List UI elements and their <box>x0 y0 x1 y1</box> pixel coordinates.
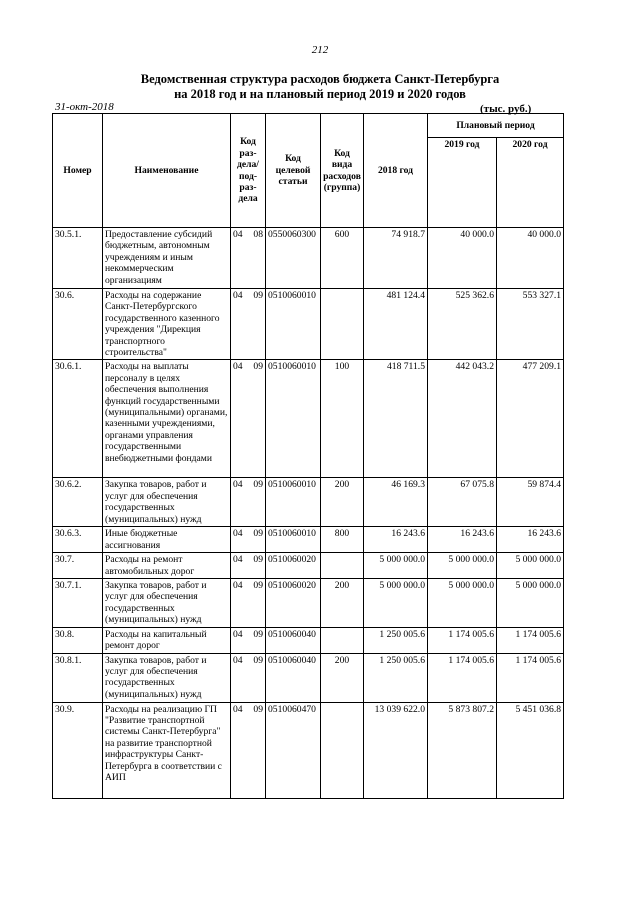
row-2018-value: 46 169.3 <box>364 478 428 527</box>
header-2018: 2018 год <box>364 114 428 228</box>
section-code: 04 <box>233 580 243 592</box>
row-2018-value: 481 124.4 <box>364 289 428 360</box>
section-code: 04 <box>233 703 243 715</box>
row-2019-value: 1 174 005.6 <box>428 653 497 702</box>
row-section-code <box>231 289 266 360</box>
page-number: 212 <box>311 44 329 56</box>
table-row <box>53 653 564 702</box>
table-body <box>53 228 564 799</box>
table-row <box>53 527 564 553</box>
header-number: Номер <box>53 114 103 228</box>
title-line-1: Ведомственная структура расходов бюджета Санкт-Петербурга <box>140 72 500 86</box>
row-target-code: 0550060300 <box>266 228 321 289</box>
row-2020-value: 16 243.6 <box>497 527 564 553</box>
row-section-code <box>231 527 266 553</box>
row-section-code <box>231 653 266 702</box>
subsection-code: 09 <box>253 528 263 540</box>
row-type-code <box>321 553 364 579</box>
row-target-code: 0510060040 <box>266 653 321 702</box>
document-title <box>0 72 640 102</box>
units-label: (тыс. руб.) <box>480 103 532 115</box>
subsection-code: 09 <box>253 290 263 301</box>
row-number: 30.6.2. <box>53 478 103 527</box>
row-number: 30.7. <box>53 553 103 579</box>
budget-table <box>52 113 564 799</box>
row-target-code: 0510060020 <box>266 553 321 579</box>
subsection-code: 09 <box>253 654 263 666</box>
row-type-code: 800 <box>321 527 364 553</box>
row-type-code <box>321 702 364 798</box>
row-2020-value: 5 451 036.8 <box>497 702 564 798</box>
row-type-code: 100 <box>321 360 364 478</box>
row-2020-value: 477 209.1 <box>497 360 564 478</box>
row-target-code: 0510060040 <box>266 627 321 653</box>
row-section-code <box>231 579 266 628</box>
header-2020: 2020 год <box>497 138 564 228</box>
table-row <box>53 478 564 527</box>
row-section-code <box>231 702 266 798</box>
row-name: Закупка товаров, работ и услуг для обеспечения государственных (муниципальных) нужд <box>103 653 231 702</box>
header-2019: 2019 год <box>428 138 497 228</box>
row-name: Расходы на капитальный ремонт дорог <box>103 627 231 653</box>
section-code: 04 <box>233 229 243 240</box>
row-section-code <box>231 478 266 527</box>
row-type-code: 600 <box>321 228 364 289</box>
row-name: Предоставление субсидий бюджетным, автономным учреждениям и иным некоммерческим организациям <box>103 228 231 289</box>
table-row <box>53 360 564 478</box>
row-name: Иные бюджетные ассигнования <box>103 527 231 553</box>
row-2020-value: 553 327.1 <box>497 289 564 360</box>
row-number: 30.5.1. <box>53 228 103 289</box>
subsection-code: 08 <box>253 229 263 240</box>
row-name: Расходы на содержание Санкт-Петербургского государственного казенного учреждения "Дирекция транспортного строительства" <box>103 289 231 360</box>
row-target-code: 0510060470 <box>266 702 321 798</box>
section-code: 04 <box>233 554 243 566</box>
row-target-code: 0510060010 <box>266 289 321 360</box>
row-type-code: 200 <box>321 653 364 702</box>
row-name: Закупка товаров, работ и услуг для обеспечения государственных (муниципальных) нужд <box>103 579 231 628</box>
row-2018-value: 5 000 000.0 <box>364 579 428 628</box>
section-code: 04 <box>233 361 243 373</box>
row-name: Расходы на выплаты персоналу в целях обеспечения выполнения функций государственными (муниципальными) органами, казенными учреждениями, органами управления государственными внебюджетными фондами <box>103 360 231 478</box>
row-target-code: 0510060010 <box>266 527 321 553</box>
header-planned: Плановый период <box>428 114 564 138</box>
row-number: 30.9. <box>53 702 103 798</box>
row-2018-value: 418 711.5 <box>364 360 428 478</box>
row-2018-value: 1 250 005.6 <box>364 627 428 653</box>
table-row <box>53 553 564 579</box>
row-name: Расходы на ремонт автомобильных дорог <box>103 553 231 579</box>
row-number: 30.6.3. <box>53 527 103 553</box>
section-code: 04 <box>233 290 243 301</box>
row-name: Закупка товаров, работ и услуг для обеспечения государственных (муниципальных) нужд <box>103 478 231 527</box>
row-type-code: 200 <box>321 579 364 628</box>
row-number: 30.8. <box>53 627 103 653</box>
row-number: 30.6.1. <box>53 360 103 478</box>
section-code: 04 <box>233 528 243 540</box>
document-date: 31-окт-2018 <box>55 101 114 113</box>
row-section-code <box>231 360 266 478</box>
row-2020-value: 40 000.0 <box>497 228 564 289</box>
section-code: 04 <box>233 479 243 491</box>
section-code: 04 <box>233 654 243 666</box>
subsection-code: 09 <box>253 479 263 491</box>
row-2020-value: 5 000 000.0 <box>497 553 564 579</box>
subsection-code: 09 <box>253 580 263 592</box>
row-2019-value: 16 243.6 <box>428 527 497 553</box>
row-target-code: 0510060010 <box>266 478 321 527</box>
row-section-code <box>231 553 266 579</box>
row-2018-value: 13 039 622.0 <box>364 702 428 798</box>
row-number: 30.7.1. <box>53 579 103 628</box>
row-2019-value: 442 043.2 <box>428 360 497 478</box>
row-type-code <box>321 627 364 653</box>
subsection-code: 09 <box>253 703 263 715</box>
table-row <box>53 579 564 628</box>
subsection-code: 09 <box>253 361 263 373</box>
header-target: Код целевой статьи <box>266 114 321 228</box>
table-row <box>53 289 564 360</box>
row-2018-value: 16 243.6 <box>364 527 428 553</box>
header-type: Код вида расходов (группа) <box>321 114 364 228</box>
row-section-code <box>231 627 266 653</box>
row-2019-value: 525 362.6 <box>428 289 497 360</box>
header-section: Код раз-дела/ под-раз-дела <box>231 114 266 228</box>
row-type-code: 200 <box>321 478 364 527</box>
table-row <box>53 702 564 798</box>
row-target-code: 0510060020 <box>266 579 321 628</box>
section-code: 04 <box>233 628 243 640</box>
row-2019-value: 67 075.8 <box>428 478 497 527</box>
table-row <box>53 627 564 653</box>
row-2018-value: 5 000 000.0 <box>364 553 428 579</box>
subsection-code: 09 <box>253 628 263 640</box>
row-2020-value: 59 874.4 <box>497 478 564 527</box>
row-2019-value: 5 873 807.2 <box>428 702 497 798</box>
row-name: Расходы на реализацию ГП "Развитие транспортной системы Санкт-Петербурга" на развитие транспортной инфраструктуры Санкт-Петербурга в соответствии с АИП <box>103 702 231 798</box>
row-2020-value: 5 000 000.0 <box>497 579 564 628</box>
header-name: Наименование <box>103 114 231 228</box>
row-2018-value: 1 250 005.6 <box>364 653 428 702</box>
row-2019-value: 40 000.0 <box>428 228 497 289</box>
row-type-code <box>321 289 364 360</box>
row-2019-value: 5 000 000.0 <box>428 553 497 579</box>
title-line-2: на 2018 год и на плановый период 2019 и 2020 годов <box>174 87 466 101</box>
row-section-code <box>231 228 266 289</box>
row-2019-value: 1 174 005.6 <box>428 627 497 653</box>
table-row <box>53 228 564 289</box>
row-2020-value: 1 174 005.6 <box>497 653 564 702</box>
subsection-code: 09 <box>253 554 263 566</box>
row-2018-value: 74 918.7 <box>364 228 428 289</box>
row-2020-value: 1 174 005.6 <box>497 627 564 653</box>
row-number: 30.6. <box>53 289 103 360</box>
row-2019-value: 5 000 000.0 <box>428 579 497 628</box>
row-number: 30.8.1. <box>53 653 103 702</box>
row-target-code: 0510060010 <box>266 360 321 478</box>
